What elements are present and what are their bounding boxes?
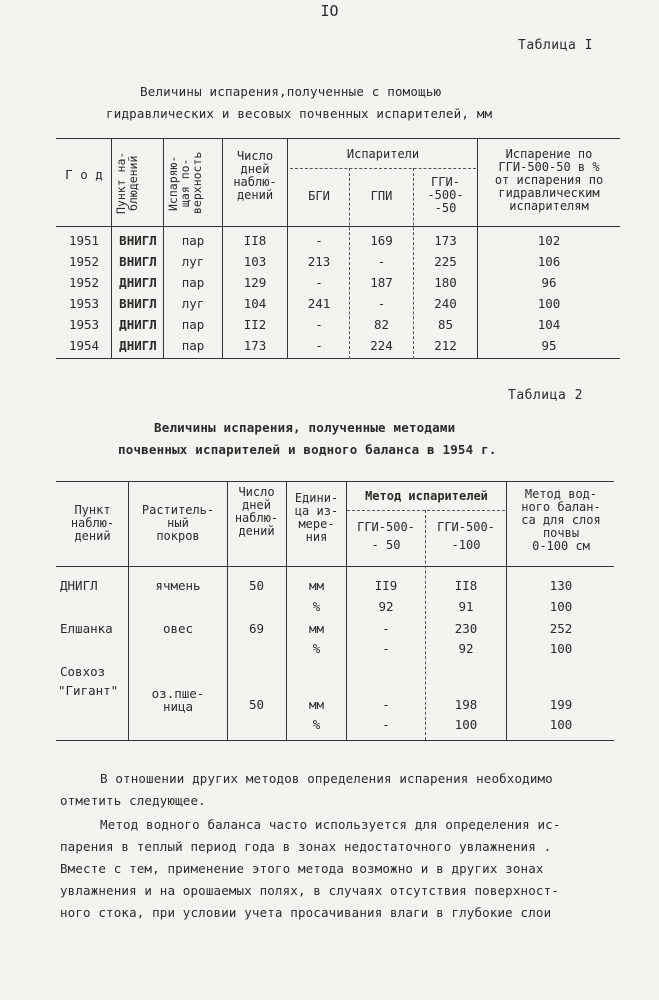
table1-header-rule <box>56 226 620 227</box>
table2-cell-balance: 199 <box>549 697 573 712</box>
table2-title-line2: почвенных испарителей и водного баланса в 1954 г. <box>118 442 497 457</box>
table1-cell-year: 1952 <box>68 275 100 290</box>
paragraph-line: ного стока, при условии учета просачивания влаги в глубокие слои <box>60 905 552 920</box>
table1-cell-surface: пар <box>181 317 205 332</box>
table2-cell-unit: % <box>312 599 321 614</box>
table1-cell-gpi: 224 <box>370 338 393 353</box>
table2-cell-ggi50: - <box>382 621 390 636</box>
table1-cell-year: 1951 <box>68 233 100 248</box>
table1-header-bgi: БГИ <box>308 189 330 203</box>
table2-cell-ggi100: 100 <box>454 717 478 732</box>
table1-header-surface: Испаряю- щая по- верхность <box>166 151 204 215</box>
table2-cell-ggi50: - <box>382 697 390 712</box>
table1-cell-year: 1954 <box>68 338 100 353</box>
table1-header-evaporators: Испарители <box>346 147 420 161</box>
table2-label: Таблица 2 <box>508 388 583 403</box>
table1-cell-gpi: 169 <box>370 233 393 248</box>
table1-cell-gpi: 82 <box>373 317 390 332</box>
table1-label: Таблица I <box>518 38 593 53</box>
table1-vline <box>111 139 112 359</box>
table2-cell-days: 50 <box>248 578 265 593</box>
table2-header-unit: Едини- ца из- мере- ния <box>294 491 339 544</box>
table1-vline <box>413 168 414 359</box>
table1-vline <box>477 139 478 359</box>
table1-cell-days: II2 <box>243 317 267 332</box>
table2-cell-unit: мм <box>308 697 325 712</box>
table1-title-line1: Величины испарения,полученные с помощью <box>140 84 442 99</box>
table1-cell-ggi: 240 <box>434 296 457 311</box>
table1-cell-gpi: 187 <box>370 275 393 290</box>
page-number: IO <box>320 2 339 20</box>
table1-cell-bgi: 241 <box>307 296 331 311</box>
table2-header-station: Пункт наблю- дений <box>70 503 115 543</box>
table2-cell-station: Совхоз <box>60 664 106 679</box>
table1-cell-bgi: - <box>315 338 323 353</box>
table2-cell-cover: ница <box>162 699 194 714</box>
table1-cell-days: 103 <box>243 254 267 269</box>
table2-title-line1: Величины испарения, полученные методами <box>154 420 456 435</box>
table2-cell-days: 50 <box>248 697 265 712</box>
table1-cell-ratio: 95 <box>541 338 557 353</box>
table1-cell-ggi: 85 <box>437 317 454 332</box>
table1-cell-gpi: - <box>377 254 386 269</box>
table2-header-method-evaporators: Метод испарителей <box>365 489 488 503</box>
table1-cell-ratio: 102 <box>537 233 561 248</box>
table1-top-rule <box>56 138 620 139</box>
table1-cell-bgi: 213 <box>307 254 331 269</box>
paragraph-line: отметить следующее. <box>60 793 206 808</box>
table1-cell-station: ВНИГЛ <box>119 233 157 248</box>
table2-evap-rule <box>347 510 505 511</box>
table1-cell-surface: пар <box>181 275 205 290</box>
table1-cell-surface: луг <box>181 296 205 311</box>
table2-vline <box>346 482 347 740</box>
table2-vline <box>506 482 507 740</box>
table1-cell-bgi: - <box>315 317 323 332</box>
table2-cell-ggi50: - <box>382 641 390 656</box>
table2-cell-ggi100: II8 <box>454 578 478 593</box>
table2-cell-balance: 252 <box>549 621 573 636</box>
table2-cell-unit: % <box>312 641 321 656</box>
paragraph-line: увлажнения и на орошаемых полях, в случаях отсутствия поверхност- <box>60 883 559 898</box>
table1-header-ratio: Испарение по ГГИ-500-50 в % от испарения по гидравлическим испарителям <box>494 147 604 213</box>
table2-vline <box>425 510 426 740</box>
table1-header-days: Число дней наблю- дений <box>233 149 277 202</box>
table1-cell-station: ДНИГЛ <box>119 317 157 332</box>
table2-header-days: Число дней наблю- дений <box>234 485 279 538</box>
table1-cell-year: 1953 <box>68 317 100 332</box>
table1-cell-station: ВНИГЛ <box>119 254 157 269</box>
table2-header-ggi100: ГГИ-500- -100 <box>437 520 495 552</box>
table1-vline <box>163 139 164 359</box>
table1-evaporators-rule <box>290 168 476 169</box>
table1-vline <box>222 139 223 359</box>
table1-bottom-rule <box>56 358 620 359</box>
table1-cell-station: ВНИГЛ <box>119 296 157 311</box>
table2-cell-ggi50: II9 <box>374 578 398 593</box>
table2-cell-station: "Гигант" <box>58 683 119 698</box>
table2-cell-cover: овес <box>162 621 194 636</box>
table1-header-year: Г о д <box>65 167 103 182</box>
table2-cell-ggi100: 198 <box>454 697 478 712</box>
table2-top-rule <box>56 481 614 482</box>
table1-cell-ggi: 225 <box>434 254 457 269</box>
table2-cell-balance: 100 <box>549 717 573 732</box>
table1-cell-surface: луг <box>181 254 205 269</box>
table1-cell-ratio: 106 <box>537 254 561 269</box>
table2-cell-unit: мм <box>308 578 325 593</box>
table2-header-ggi50: ГГИ-500- - 50 <box>357 520 415 552</box>
table2-cell-days: 69 <box>248 621 265 636</box>
table2-cell-station: Елшанка <box>60 621 113 636</box>
table1-cell-days: 173 <box>243 338 267 353</box>
paragraph-line: Метод водного баланса часто используется для определения ис- <box>100 817 561 832</box>
table2-header-method-balance: Метод вод- ного балан- са для слоя почвы 0-100 см <box>521 487 601 553</box>
paragraph-line: парения в теплый период года в зонах недостаточного увлажнения . <box>60 839 552 854</box>
table1-cell-ratio: 100 <box>537 296 561 311</box>
paragraph-line: Вместе с тем, применение этого метода возможно и в других зонах <box>60 861 544 876</box>
table1-cell-days: 129 <box>243 275 267 290</box>
table2-cell-cover: оз.пше- <box>151 686 205 701</box>
table1-cell-ratio: 96 <box>541 275 557 290</box>
table2-cell-balance: 100 <box>549 641 573 656</box>
table2-cell-ggi50: - <box>382 717 390 732</box>
table1-cell-gpi: - <box>377 296 386 311</box>
table2-cell-balance: 100 <box>549 599 573 614</box>
paragraph-line: В отношении других методов определения испарения необходимо <box>100 771 553 786</box>
table1-cell-surface: пар <box>181 233 205 248</box>
table2-cell-ggi50: 92 <box>378 599 394 614</box>
table1-title-line2: гидравлических и весовых почвенных испарителей, мм <box>106 106 493 121</box>
table1-cell-ggi: 212 <box>434 338 457 353</box>
table2-cell-ggi100: 91 <box>458 599 474 614</box>
table1-vline <box>349 168 350 359</box>
table2-vline <box>286 482 287 740</box>
table1-header-station: Пункт на- блюдений <box>114 151 140 215</box>
table1-cell-station: ДНИГЛ <box>119 338 157 353</box>
table2-bottom-rule <box>56 740 614 741</box>
table2-cell-balance: 130 <box>549 578 573 593</box>
table1-cell-year: 1952 <box>68 254 100 269</box>
table1-header-ggi: ГГИ- -500- -50 <box>427 175 464 215</box>
table2-header-cover: Раститель- ный покров <box>141 503 215 543</box>
table1-cell-year: 1953 <box>68 296 100 311</box>
table1-cell-station: ДНИГЛ <box>119 275 157 290</box>
table1-header-gpi: ГПИ <box>370 189 393 203</box>
table2-cell-unit: мм <box>308 621 325 636</box>
table2-vline <box>128 482 129 740</box>
table1-cell-days: 104 <box>243 296 267 311</box>
table1-cell-days: II8 <box>243 233 267 248</box>
table2-header-rule <box>56 566 614 567</box>
table1-cell-ratio: 104 <box>537 317 561 332</box>
table1-vline <box>287 139 288 359</box>
table1-cell-ggi: 173 <box>434 233 457 248</box>
table1-cell-bgi: - <box>315 275 323 290</box>
table2-cell-unit: % <box>312 717 321 732</box>
table2-cell-ggi100: 230 <box>454 621 478 636</box>
table2-cell-cover: ячмень <box>155 578 201 593</box>
table1-cell-surface: пар <box>181 338 205 353</box>
table2-cell-ggi100: 92 <box>458 641 474 656</box>
table2-cell-station: ДНИГЛ <box>60 578 98 593</box>
table1-cell-ggi: 180 <box>434 275 457 290</box>
table1-cell-bgi: - <box>315 233 323 248</box>
